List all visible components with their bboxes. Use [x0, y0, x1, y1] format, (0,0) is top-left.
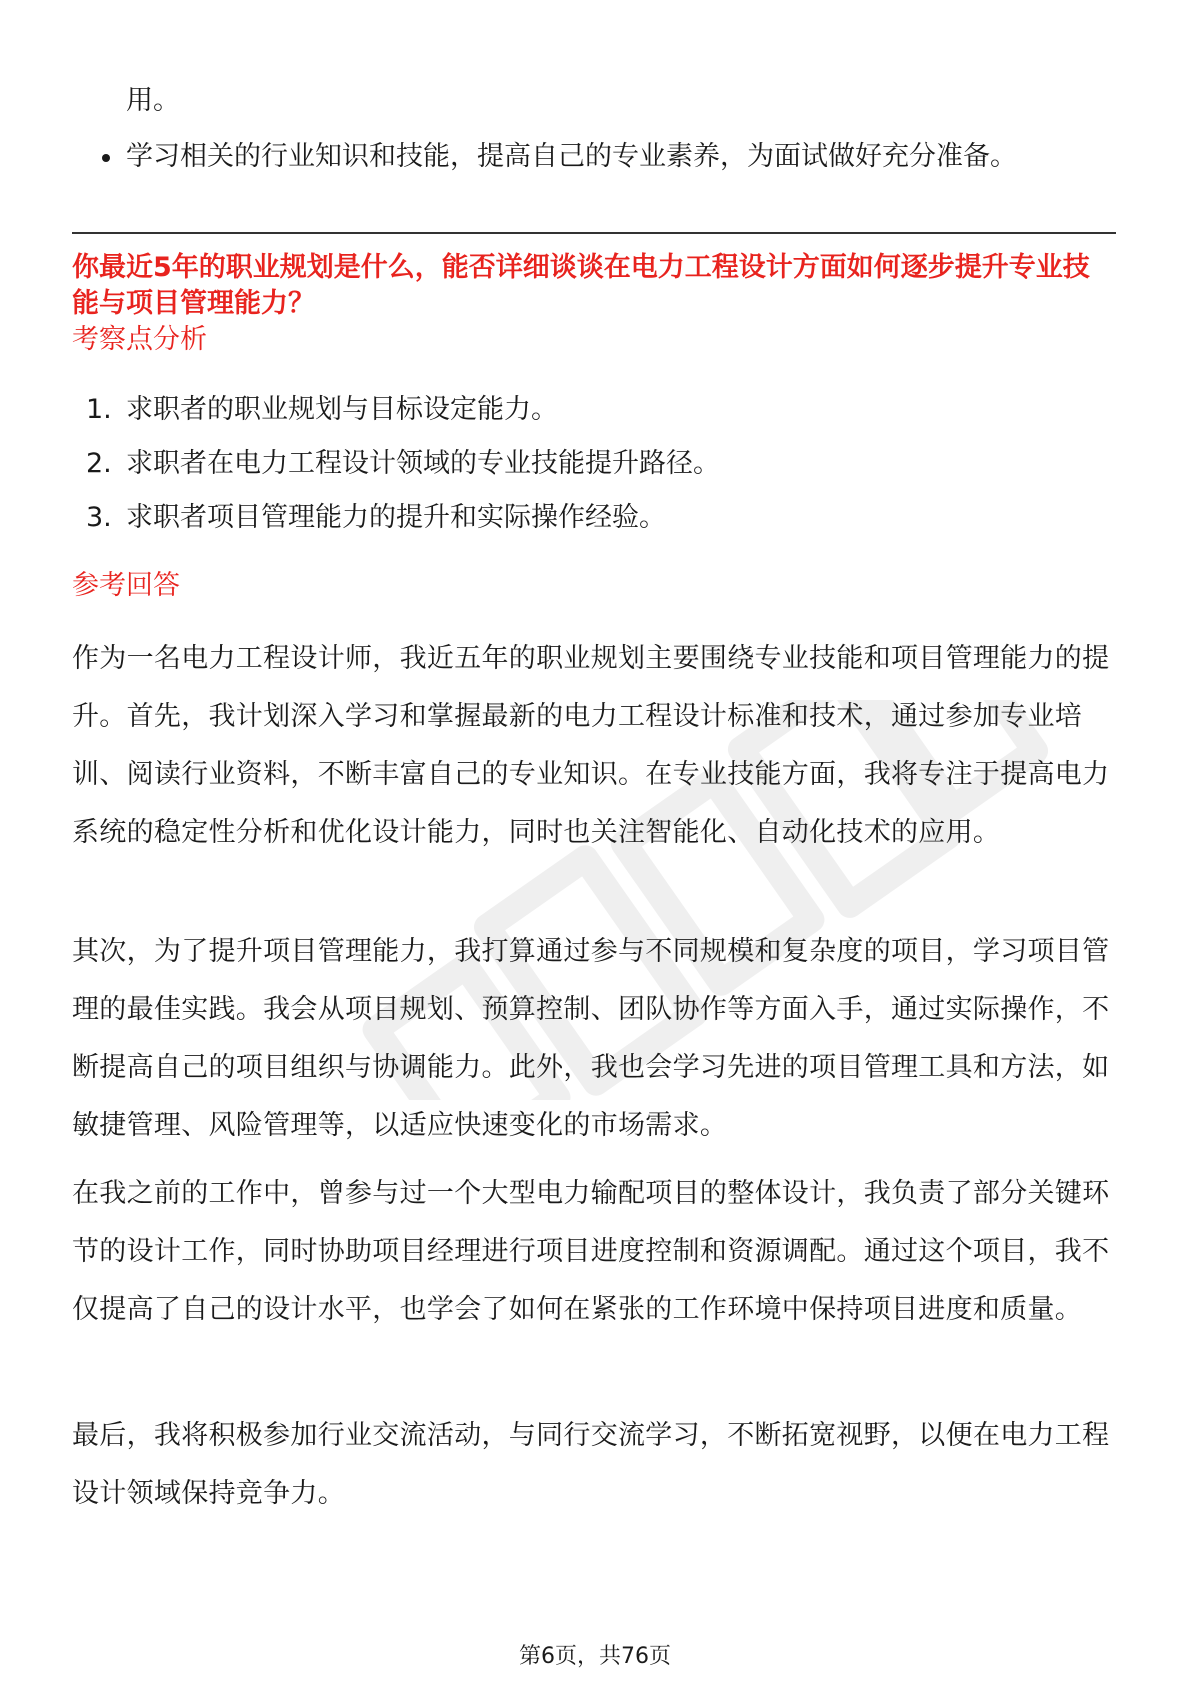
answer-paragraph: 最后，我将积极参加行业交流活动，与同行交流学习，不断拓宽视野，以便在电力工程设计领域保持竞争力。 [72, 1420, 1110, 1509]
bullet-text: 学习相关的行业知识和技能，提高自己的专业素养，为面试做好充分准备。 [126, 141, 1017, 172]
question-heading: 你最近5年的职业规划是什么，能否详细谈谈在电力工程设计方面如何逐步提升专业技能与项目管理能力？ [72, 252, 1090, 319]
answer-paragraph: 作为一名电力工程设计师，我近五年的职业规划主要围绕专业技能和项目管理能力的提升。首先，我计划深入学习和掌握最新的电力工程设计标准和技术，通过参加专业培训、阅读行业资料，不断丰富自己的专业知识。在专业技能方面，我将专注于提高电力系统的稳定性分析和优化设计能力，同时也关注智能化、自动化技术的应用。 [72, 643, 1110, 848]
answer-paragraph: 在我之前的工作中，曾参与过一个大型电力输配项目的整体设计，我负责了部分关键环节的设计工作，同时协助项目经理进行项目进度控制和资源调配。通过这个项目，我不仅提高了自己的设计水平，也学会了如何在紧张的工作环境中保持项目进度和质量。 [72, 1178, 1110, 1325]
answer-heading: 参考回答 [72, 570, 180, 601]
analysis-item-number: 2. [86, 448, 112, 479]
continuation-text: 用。 [126, 85, 180, 116]
bullet-dot-icon [102, 154, 110, 162]
analysis-item-text: 求职者的职业规划与目标设定能力。 [126, 394, 558, 425]
analysis-item-text: 求职者在电力工程设计领域的专业技能提升路径。 [126, 448, 720, 479]
section-divider [72, 232, 1116, 234]
analysis-heading: 考察点分析 [72, 324, 207, 355]
page-number-footer: 第6页，共76页 [519, 1644, 671, 1669]
answer-paragraph: 其次，为了提升项目管理能力，我打算通过参与不同规模和复杂度的项目，学习项目管理的最佳实践。我会从项目规划、预算控制、团队协作等方面入手，通过实际操作，不断提高自己的项目组织与协调能力。此外，我也会学习先进的项目管理工具和方法，如敏捷管理、风险管理等，以适应快速变化的市场需求。 [72, 936, 1110, 1141]
analysis-item-number: 3. [86, 502, 112, 533]
analysis-item-number: 1. [86, 394, 112, 425]
analysis-item-text: 求职者项目管理能力的提升和实际操作经验。 [126, 502, 666, 533]
